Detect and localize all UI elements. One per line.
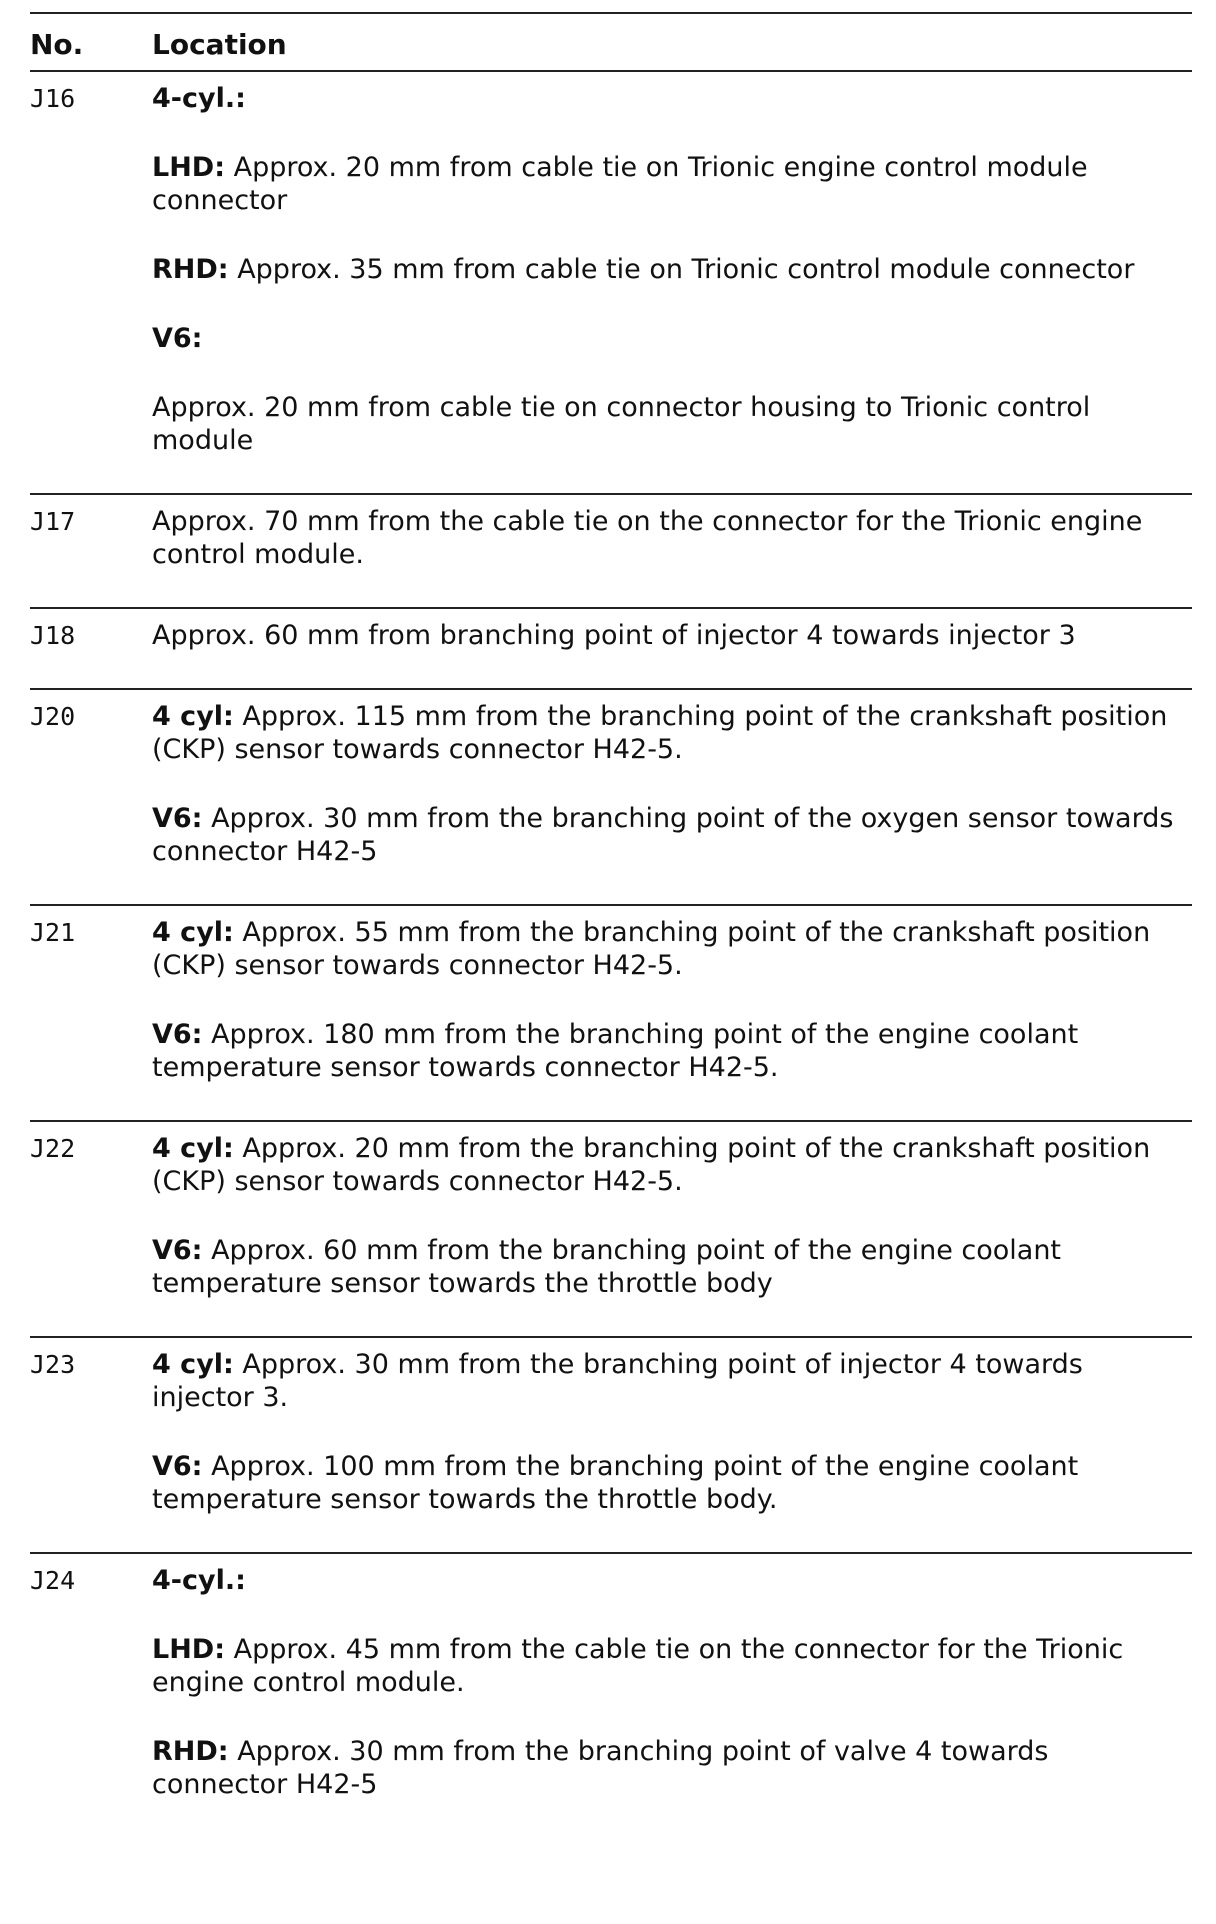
- location-paragraph: [152, 1564, 1192, 1597]
- location-paragraph: [152, 1450, 1192, 1516]
- table-row: [30, 1338, 1192, 1552]
- row-number: J18: [30, 621, 76, 650]
- row-number: J17: [30, 507, 76, 536]
- location-text: Approx. 20 mm from the branching point of the crankshaft position (CKP) sensor towards connector H42-5.: [152, 1133, 1159, 1197]
- location-paragraph: [152, 1132, 1192, 1198]
- variant-label: V6:: [152, 1019, 203, 1050]
- variant-label: V6:: [152, 323, 203, 354]
- variant-label: 4-cyl.:: [152, 83, 246, 114]
- location-paragraph: [152, 391, 1192, 457]
- location-text: Approx. 115 mm from the branching point of the crankshaft position (CKP) sensor towards connector H42-5.: [152, 701, 1176, 765]
- row-number: J24: [30, 1566, 76, 1595]
- table-row: [30, 72, 1192, 493]
- location-text: Approx. 30 mm from the branching point of the oxygen sensor towards connector H42-5: [152, 803, 1183, 867]
- location-paragraph: [152, 1348, 1192, 1414]
- location-text: Approx. 45 mm from the cable tie on the connector for the Trionic engine control module.: [152, 1634, 1132, 1698]
- location-text: Approx. 60 mm from branching point of injector 4 towards injector 3: [152, 620, 1076, 651]
- header-no: No.: [30, 28, 84, 61]
- row-number: J22: [30, 1134, 76, 1163]
- location-paragraph: [152, 322, 1192, 355]
- location-text: Approx. 100 mm from the branching point of the engine coolant temperature sensor towards the throttle body.: [152, 1451, 1087, 1515]
- location-paragraph: [152, 700, 1192, 766]
- row-location: [152, 906, 1192, 1120]
- row-number: J20: [30, 702, 76, 731]
- location-text: Approx. 35 mm from cable tie on Trionic control module connector: [228, 254, 1135, 285]
- location-paragraph: [152, 802, 1192, 868]
- variant-label: V6:: [152, 1235, 203, 1266]
- location-text: Approx. 60 mm from the branching point of the engine coolant temperature sensor towards the throttle body: [152, 1235, 1070, 1299]
- table-body: [30, 72, 1192, 1837]
- variant-label: 4-cyl.:: [152, 1565, 246, 1596]
- variant-label: LHD:: [152, 152, 226, 183]
- variant-label: 4 cyl:: [152, 1349, 234, 1380]
- row-location: [152, 72, 1192, 493]
- location-paragraph: [152, 1234, 1192, 1300]
- row-number: J16: [30, 84, 76, 113]
- location-text: Approx. 20 mm from cable tie on connector housing to Trionic control module: [152, 392, 1099, 456]
- location-table: [30, 12, 1192, 1837]
- location-paragraph: [152, 1633, 1192, 1699]
- table-header: [30, 14, 1192, 70]
- variant-label: 4 cyl:: [152, 917, 234, 948]
- location-text: Approx. 30 mm from the branching point of valve 4 towards connector H42-5: [152, 1736, 1058, 1800]
- location-paragraph: [152, 82, 1192, 115]
- table-row: [30, 609, 1192, 688]
- location-paragraph: [152, 916, 1192, 982]
- row-number: J23: [30, 1350, 76, 1379]
- location-paragraph: [152, 1735, 1192, 1801]
- location-paragraph: [152, 151, 1192, 217]
- location-paragraph: [152, 505, 1192, 571]
- table-row: [30, 1554, 1192, 1837]
- variant-label: RHD:: [152, 254, 229, 285]
- variant-label: 4 cyl:: [152, 1133, 234, 1164]
- variant-label: 4 cyl:: [152, 701, 234, 732]
- row-location: [152, 1338, 1192, 1552]
- table-row: [30, 495, 1192, 607]
- table-row: [30, 906, 1192, 1120]
- variant-label: V6:: [152, 1451, 203, 1482]
- table-row: [30, 690, 1192, 904]
- location-paragraph: [152, 619, 1192, 652]
- table-row: [30, 1122, 1192, 1336]
- location-text: Approx. 55 mm from the branching point of the crankshaft position (CKP) sensor towards connector H42-5.: [152, 917, 1159, 981]
- location-text: Approx. 180 mm from the branching point of the engine coolant temperature sensor towards connector H42-5.: [152, 1019, 1087, 1083]
- row-location: [152, 495, 1192, 607]
- variant-label: LHD:: [152, 1634, 226, 1665]
- location-text: Approx. 20 mm from cable tie on Trionic engine control module connector: [152, 152, 1097, 216]
- variant-label: RHD:: [152, 1736, 229, 1767]
- location-paragraph: [152, 1018, 1192, 1084]
- header-location: Location: [152, 28, 287, 61]
- location-text: Approx. 30 mm from the branching point of injector 4 towards injector 3.: [152, 1349, 1092, 1413]
- location-paragraph: [152, 253, 1192, 286]
- row-location: [152, 690, 1192, 904]
- row-location: [152, 609, 1192, 688]
- row-location: [152, 1554, 1192, 1837]
- row-number: J21: [30, 918, 76, 947]
- row-location: [152, 1122, 1192, 1336]
- variant-label: V6:: [152, 803, 203, 834]
- location-text: Approx. 70 mm from the cable tie on the connector for the Trionic engine control module.: [152, 506, 1151, 570]
